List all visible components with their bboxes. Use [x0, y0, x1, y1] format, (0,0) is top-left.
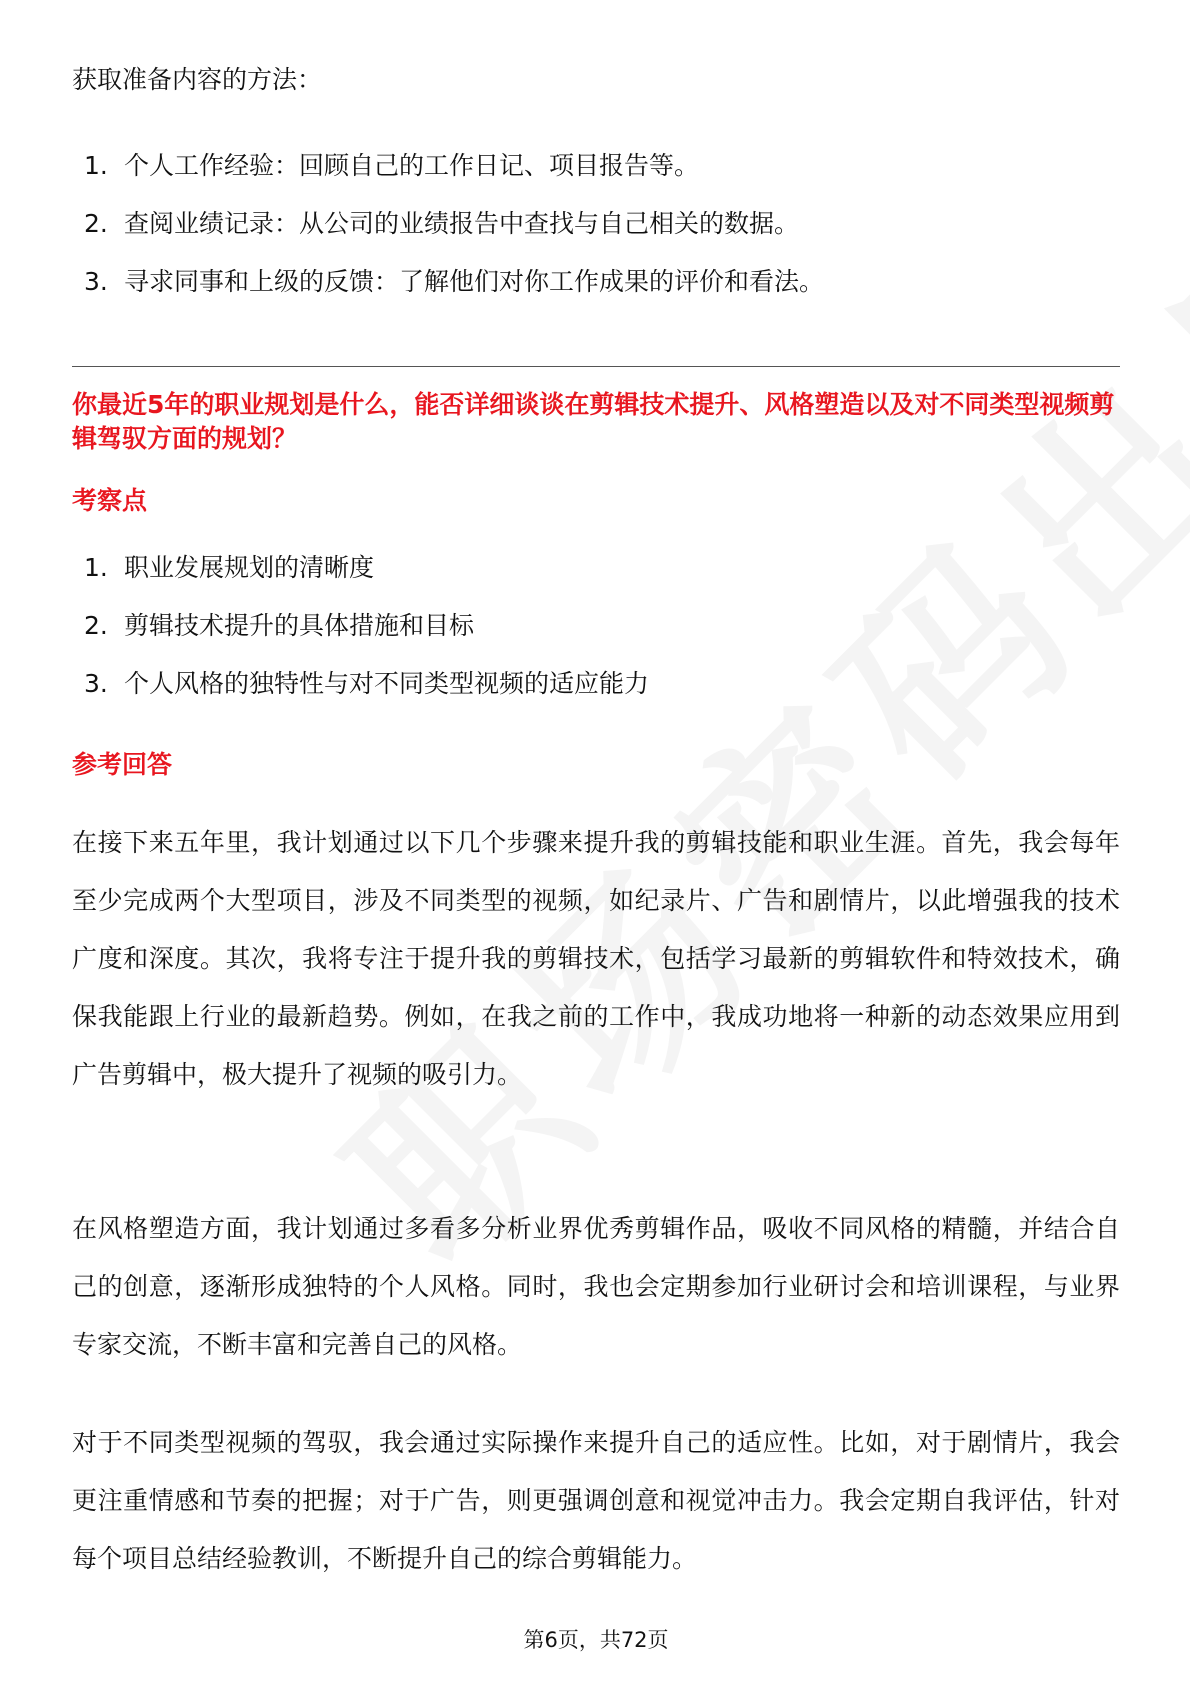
- answer-paragraph: 对于不同类型视频的驾驭，我会通过实际操作来提升自己的适应性。比如，对于剧情片，我会更注重情感和节奏的把握；对于广告，则更强调创意和视觉冲击力。我会定期自我评估，针对每个项目总结经验教训，不断提升自己的综合剪辑能力。: [72, 1428, 1120, 1573]
- list-item: 2. 剪辑技术提升的具体措施和目标: [84, 611, 475, 640]
- intro-text: 获取准备内容的方法：: [72, 65, 323, 94]
- answer-paragraph: 在风格塑造方面，我计划通过多看多分析业界优秀剪辑作品，吸收不同风格的精髓，并结合自己的创意，逐渐形成独特的个人风格。同时，我也会定期参加行业研讨会和培训课程，与业界专家交流，不断丰富和完善自己的风格。: [72, 1214, 1120, 1359]
- question-title: 你最近5年的职业规划是什么，能否详细谈谈在剪辑技术提升、风格塑造以及对不同类型视频剪辑驾驭方面的规划？: [72, 390, 1115, 453]
- list-item: 3. 寻求同事和上级的反馈：了解他们对你工作成果的评价和看法。: [84, 267, 825, 296]
- assessment-list: [84, 550, 649, 724]
- assessment-heading: 考察点: [72, 486, 148, 515]
- methods-list: [84, 148, 824, 322]
- page-number: 第6页，共72页: [523, 1628, 669, 1652]
- section-divider: [72, 366, 1120, 367]
- answer-heading: 参考回答: [72, 750, 173, 779]
- list-item: 1. 个人工作经验：回顾自己的工作日记、项目报告等。: [84, 151, 700, 180]
- list-item: 2. 查阅业绩记录：从公司的业绩报告中查找与自己相关的数据。: [84, 209, 800, 238]
- list-item: 1. 职业发展规划的清晰度: [84, 553, 375, 582]
- list-item: 3. 个人风格的独特性与对不同类型视频的适应能力: [84, 669, 650, 698]
- document-page: [72, 0, 1122, 1684]
- answer-paragraph: 在接下来五年里，我计划通过以下几个步骤来提升我的剪辑技能和职业生涯。首先，我会每年至少完成两个大型项目，涉及不同类型的视频，如纪录片、广告和剧情片，以此增强我的技术广度和深度。其次，我将专注于提升我的剪辑技术，包括学习最新的剪辑软件和特效技术，确保我能跟上行业的最新趋势。例如，在我之前的工作中，我成功地将一种新的动态效果应用到广告剪辑中，极大提升了视频的吸引力。: [72, 828, 1120, 1089]
